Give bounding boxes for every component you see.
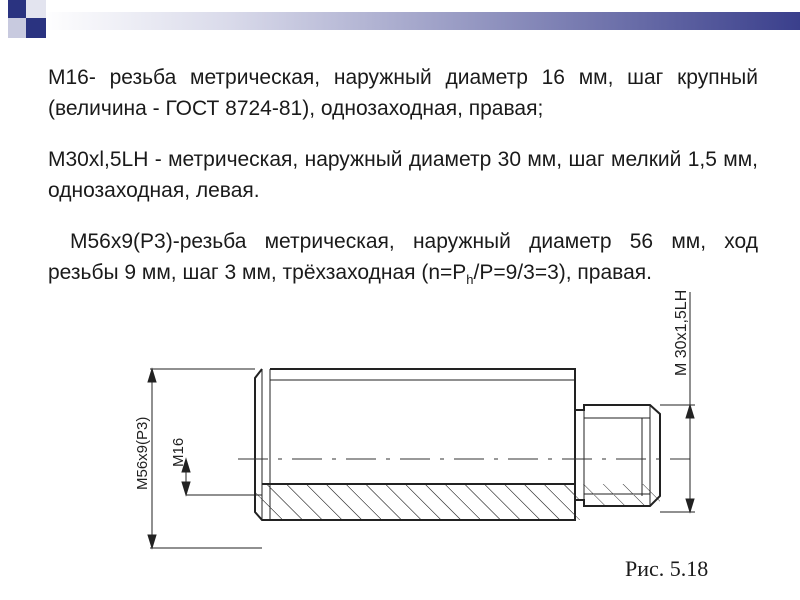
paragraph-m16: М16- резьба метрическая, наружный диаметр 16 мм, шаг крупный (величина - ГОСТ 8724-81), однозаходная, правая; [48, 66, 758, 120]
paragraph-m56-part2: /P=9/3=3), правая. [473, 261, 652, 284]
hatch-fill [262, 485, 575, 519]
label-m56: М56x9(Р3) [134, 416, 151, 490]
paragraph-m56-subscript: h [466, 272, 474, 288]
figure-caption: Рис. 5.18 [625, 556, 709, 581]
label-m16: М16 [170, 437, 187, 467]
dimension-m16 [182, 459, 262, 495]
paragraph-m30: М30xl,5LH - метрическая, наружный диаметр 30 мм, шаг мелкий 1,5 мм, однозаходная, левая. [48, 148, 758, 202]
label-m30: М 30x1,5LH [673, 289, 690, 376]
paragraph-m56-part1: М56x9(Р3)-резьба метрическая, наружный диаметр 56 мм, ход резьбы 9 мм, шаг 3 мм, трёхзаходная (n=P [48, 230, 758, 284]
hatch-fill-small [584, 495, 650, 505]
